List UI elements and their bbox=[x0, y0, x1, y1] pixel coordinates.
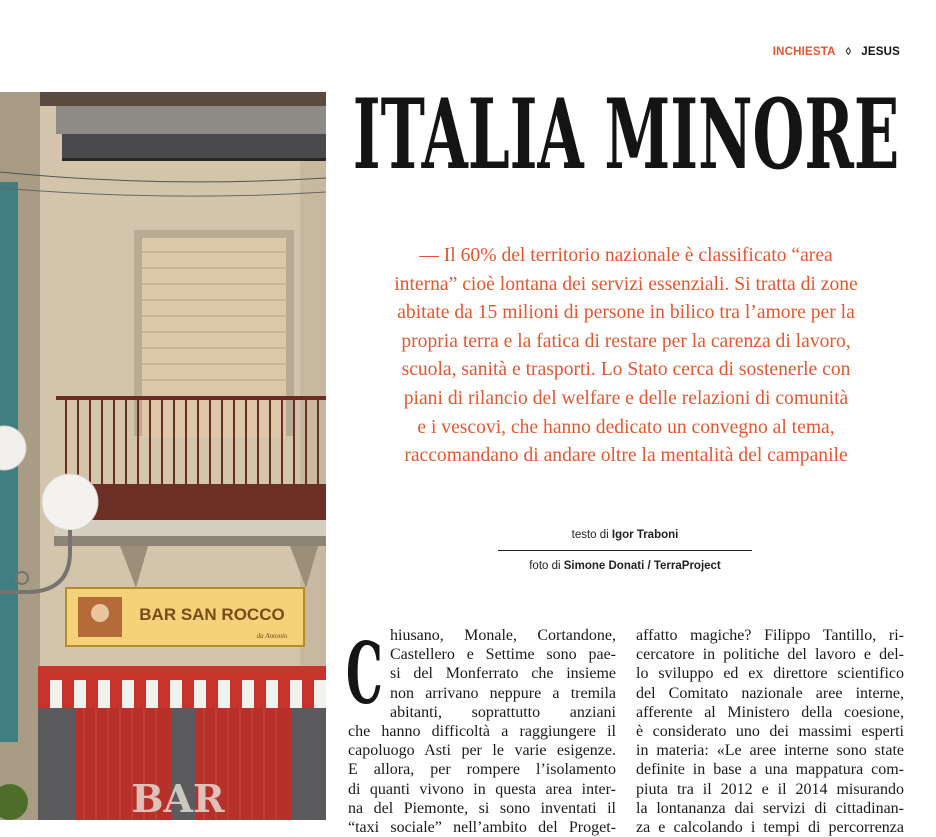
standfirst bbox=[346, 242, 906, 471]
page-title: ITALIA MINORE bbox=[352, 78, 900, 191]
article-line: si del Monferrato che insieme bbox=[390, 665, 616, 683]
article-column-1 bbox=[348, 626, 616, 837]
article-line: di quanti vivono in questa area inter- bbox=[348, 780, 616, 798]
article-line: del Comitato nazionale aree interne, bbox=[636, 684, 904, 702]
standfirst-line: propria terra e la fatica di restare per la carenza di lavoro, bbox=[401, 330, 851, 352]
article-line: la lontananza dai servizi di cittadinan- bbox=[636, 799, 904, 817]
drop-cap: C bbox=[346, 624, 383, 723]
article-line: lo sviluppo ed ex direttore scientifico bbox=[636, 665, 904, 683]
bar-sign-text: BAR SAN ROCCO bbox=[139, 605, 285, 624]
photo-prefix: foto di bbox=[529, 560, 561, 572]
article-line: Castellero e Settime sono pae- bbox=[390, 646, 616, 664]
magazine-name: JESUS bbox=[861, 46, 900, 58]
author-credit bbox=[498, 526, 752, 551]
standfirst-line: e i vescovi, che hanno dedicato un convegno al tema, bbox=[417, 416, 835, 438]
photo-credit bbox=[498, 560, 752, 572]
standfirst-line: — Il 60% del territorio nazionale è classificato “area bbox=[419, 245, 833, 266]
article-line: E allora, per rompere l’isolamento bbox=[348, 761, 616, 779]
bar-sign-subtext: da Antonio bbox=[256, 632, 288, 640]
article-line: afferente al Ministero della coesione, bbox=[636, 703, 904, 721]
article-line: affatto magiche? Filippo Tantillo, ri- bbox=[636, 627, 904, 644]
article-line: definite in base a una mappatura com- bbox=[636, 761, 904, 779]
diamond-separator-icon: ◊ bbox=[845, 46, 852, 58]
shutter-slats bbox=[142, 238, 286, 438]
section-label: INCHIESTA bbox=[772, 46, 836, 58]
article-line: za e calcolando i tempi di percorrenza bbox=[636, 819, 904, 837]
article-line: capoluogo Asti per le varie esigenze. bbox=[348, 742, 616, 760]
running-header bbox=[773, 46, 900, 58]
article-line: na del Piemonte, si sono inventati il bbox=[348, 799, 616, 817]
article-line: non arrivano neppure a tremila bbox=[390, 684, 616, 702]
author-prefix: testo di bbox=[571, 529, 609, 541]
standfirst-line: raccomandano di andare oltre la mentalità del campanile bbox=[404, 445, 848, 467]
article-line: cercatore in politiche del lavoro e del- bbox=[636, 646, 904, 664]
building-facade-photo bbox=[0, 92, 326, 820]
byline bbox=[498, 526, 752, 572]
article-line: è considerato uno dei massimi esperti bbox=[636, 723, 904, 741]
article-line: abitanti, soprattutto anziani bbox=[390, 703, 616, 721]
shop-window-letters: BAR bbox=[131, 776, 225, 820]
standfirst-line: scuola, sanità e trasporti. Lo Stato cerca di sostenerle con bbox=[401, 359, 851, 381]
article-column-2 bbox=[636, 626, 904, 837]
author-name: Igor Traboni bbox=[611, 529, 679, 541]
article-line: “taxi sociale” nell’ambito del Proget- bbox=[348, 819, 616, 837]
article-line: piuta tra il 2012 e il 2014 misurando bbox=[636, 780, 904, 798]
photographer-name: Simone Donati / TerraProject bbox=[563, 560, 721, 572]
article-line: hiusano, Monale, Cortandone, bbox=[390, 627, 616, 644]
standfirst-line: abitate da 15 milioni di persone in bilico tra l’amore per la bbox=[397, 302, 855, 324]
article-line: in materia: «Le aree interne sono state bbox=[636, 742, 904, 760]
standfirst-line: piani di rilancio del welfare e delle relazioni di comunità bbox=[403, 387, 849, 409]
standfirst-line: interna” cioè lontana dei servizi essenziali. Si tratta di zone bbox=[394, 273, 858, 295]
article-line: che hanno difficoltà a raggiungere il bbox=[348, 723, 616, 741]
